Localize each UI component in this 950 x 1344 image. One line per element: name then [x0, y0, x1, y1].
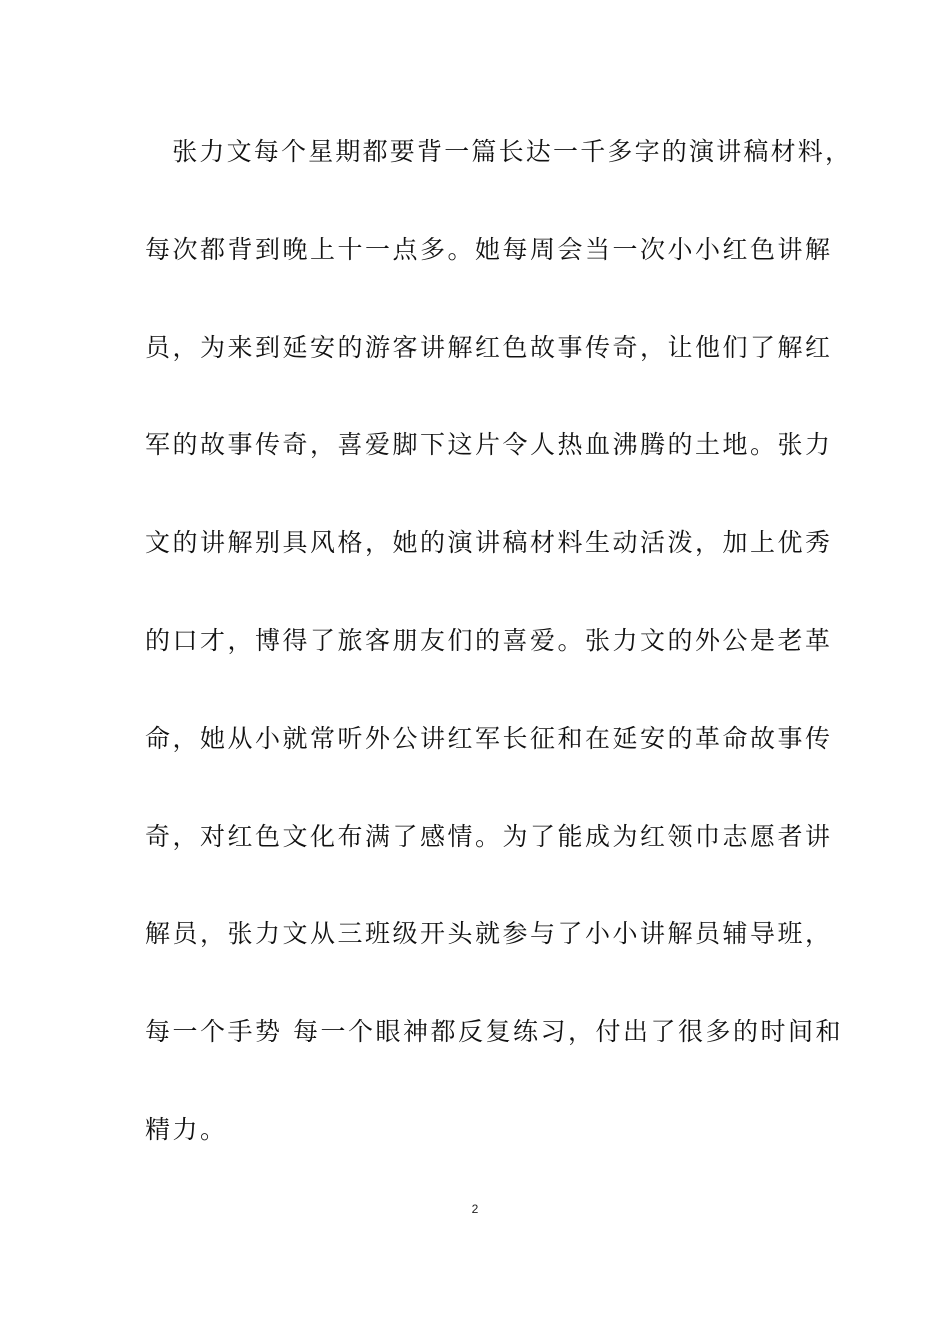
- text-line-8: 奇，对红色文化布满了感情。为了能成为红领巾志愿者讲: [145, 821, 833, 851]
- body-paragraph: [145, 127, 853, 1203]
- text-line-6: 的口才，博得了旅客朋友们的喜爱。张力文的外公是老革: [145, 625, 833, 655]
- text-line-2: 每次都背到晚上十一点多。她每周会当一次小小红色讲解: [145, 234, 833, 264]
- text-line-3: 员，为来到延安的游客讲解红色故事传奇，让他们了解红: [145, 332, 833, 362]
- text-line-4: 军的故事传奇，喜爱脚下这片令人热血沸腾的土地。张力: [145, 430, 833, 460]
- page-number: 2: [471, 1202, 479, 1216]
- text-line-7: 命，她从小就常听外公讲红军长征和在延安的革命故事传: [145, 723, 833, 753]
- text-line-9: 解员，张力文从三班级开头就参与了小小讲解员辅导班，: [145, 919, 833, 949]
- text-line-5: 文的讲解别具风格，她的演讲稿材料生动活泼，加上优秀: [145, 528, 833, 558]
- text-line-10: 每一个手势 每一个眼神都反复练习，付出了很多的时间和: [145, 1017, 843, 1047]
- text-line-11: 精力。: [145, 1114, 228, 1144]
- text-line-1: 张力文每个星期都要背一篇长达一千多字的演讲稿材料，: [145, 137, 853, 166]
